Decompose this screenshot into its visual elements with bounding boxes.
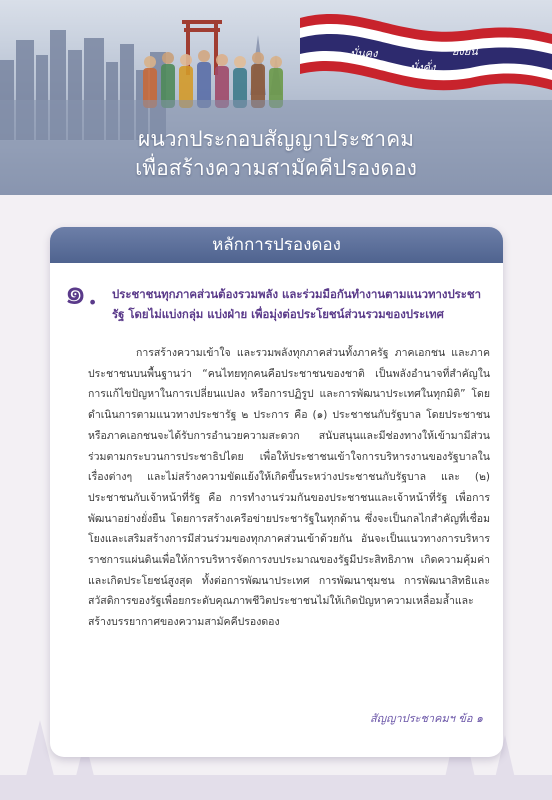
principle-number: ๑.	[64, 272, 99, 313]
flag-word-3: ยั่งยืน	[452, 45, 478, 58]
banner-title-line2: เพื่อสร้างความสามัคคีปรองดอง	[135, 156, 417, 180]
top-banner	[0, 0, 552, 195]
principle-heading: ประชาชนทุกภาคส่วนต้องรวมพลัง และร่วมมือกันทำงานตามแนวทางประชารัฐ โดยไม่แบ่งกลุ่ม แบ่งฝ่าย เพื่อมุ่งต่อประโยชน์ส่วนรวมของประเทศ	[112, 287, 482, 321]
principle-card	[50, 227, 503, 757]
banner-title-line1: ผนวกประกอบสัญญาประชาคม	[138, 127, 414, 151]
flag-word-1: มั่นคง	[350, 47, 378, 60]
source-citation: สัญญาประชาคมฯ ข้อ ๑	[370, 712, 483, 725]
flag-word-2: มั่งคั่ง	[410, 61, 436, 74]
principle-body: การสร้างความเข้าใจ และรวมพลังทุกภาคส่วนทั้งภาครัฐ ภาคเอกชน และภาคประชาชนบนพื้นฐานว่า “คนไทยทุกคนคือประชาชนของชาติ เป็นพลังอำนาจที่สำคัญในการแก้ไขปัญหาในการเปลี่ยนแปลง หรือการปฏิรูป และการพัฒนาประเทศในทุกมิติ” โดยดำเนินการตามแนวทางประชารัฐ ๒ ประการ คือ (๑) ประชาชนกับรัฐบาล โดยประชาชนหรือภาคเอกชนจะได้รับการอำนวยความสะดวก สนับสนุนและมีช่องทางให้เข้ามามีส่วนร่วมตามกระบวนการประชาธิปไตย เพื่อให้ประชาชนเข้าใจการบริหารงานของรัฐบาลในเรื่องต่างๆ และไม่สร้างความขัดแย้งให้เกิดขึ้นระหว่างประชาชนกับรัฐบาล และ (๒) ประชาชนกับเจ้าหน้าที่รัฐ คือ การทำงานร่วมกันของประชาชนและเจ้าหน้าที่รัฐ เพื่อการพัฒนาอย่างยั่งยืน โดยการสร้างเครือข่ายประชารัฐในทุกด้าน ซึ่งจะเป็นกลไกสำคัญที่เชื่อมโยงและเสริมสร้างการมีส่วนร่วมของทุกภาคส่วนเข้าด้วยกัน อันจะเป็นแนวทางการบริหารราชการแผ่นดินเพื่อให้การบริหารจัดการงบประมาณของรัฐมีประสิทธิภาพ เกิดความคุ้มค่า และเกิดประโยชน์สูงสุด ทั้งต่อการพัฒนาประเทศ การพัฒนาชุมชน การพัฒนาสิทธิและสวัสดิการของรัฐเพื่อยกระดับคุณภาพชีวิตประชาชนไม่ให้เกิดปัญหาความเหลื่อมล้ำและสร้างบรรยากาศของความสามัคคีปรองดอง	[88, 347, 490, 629]
card-header-title: หลักการปรองดอง	[50, 227, 503, 263]
